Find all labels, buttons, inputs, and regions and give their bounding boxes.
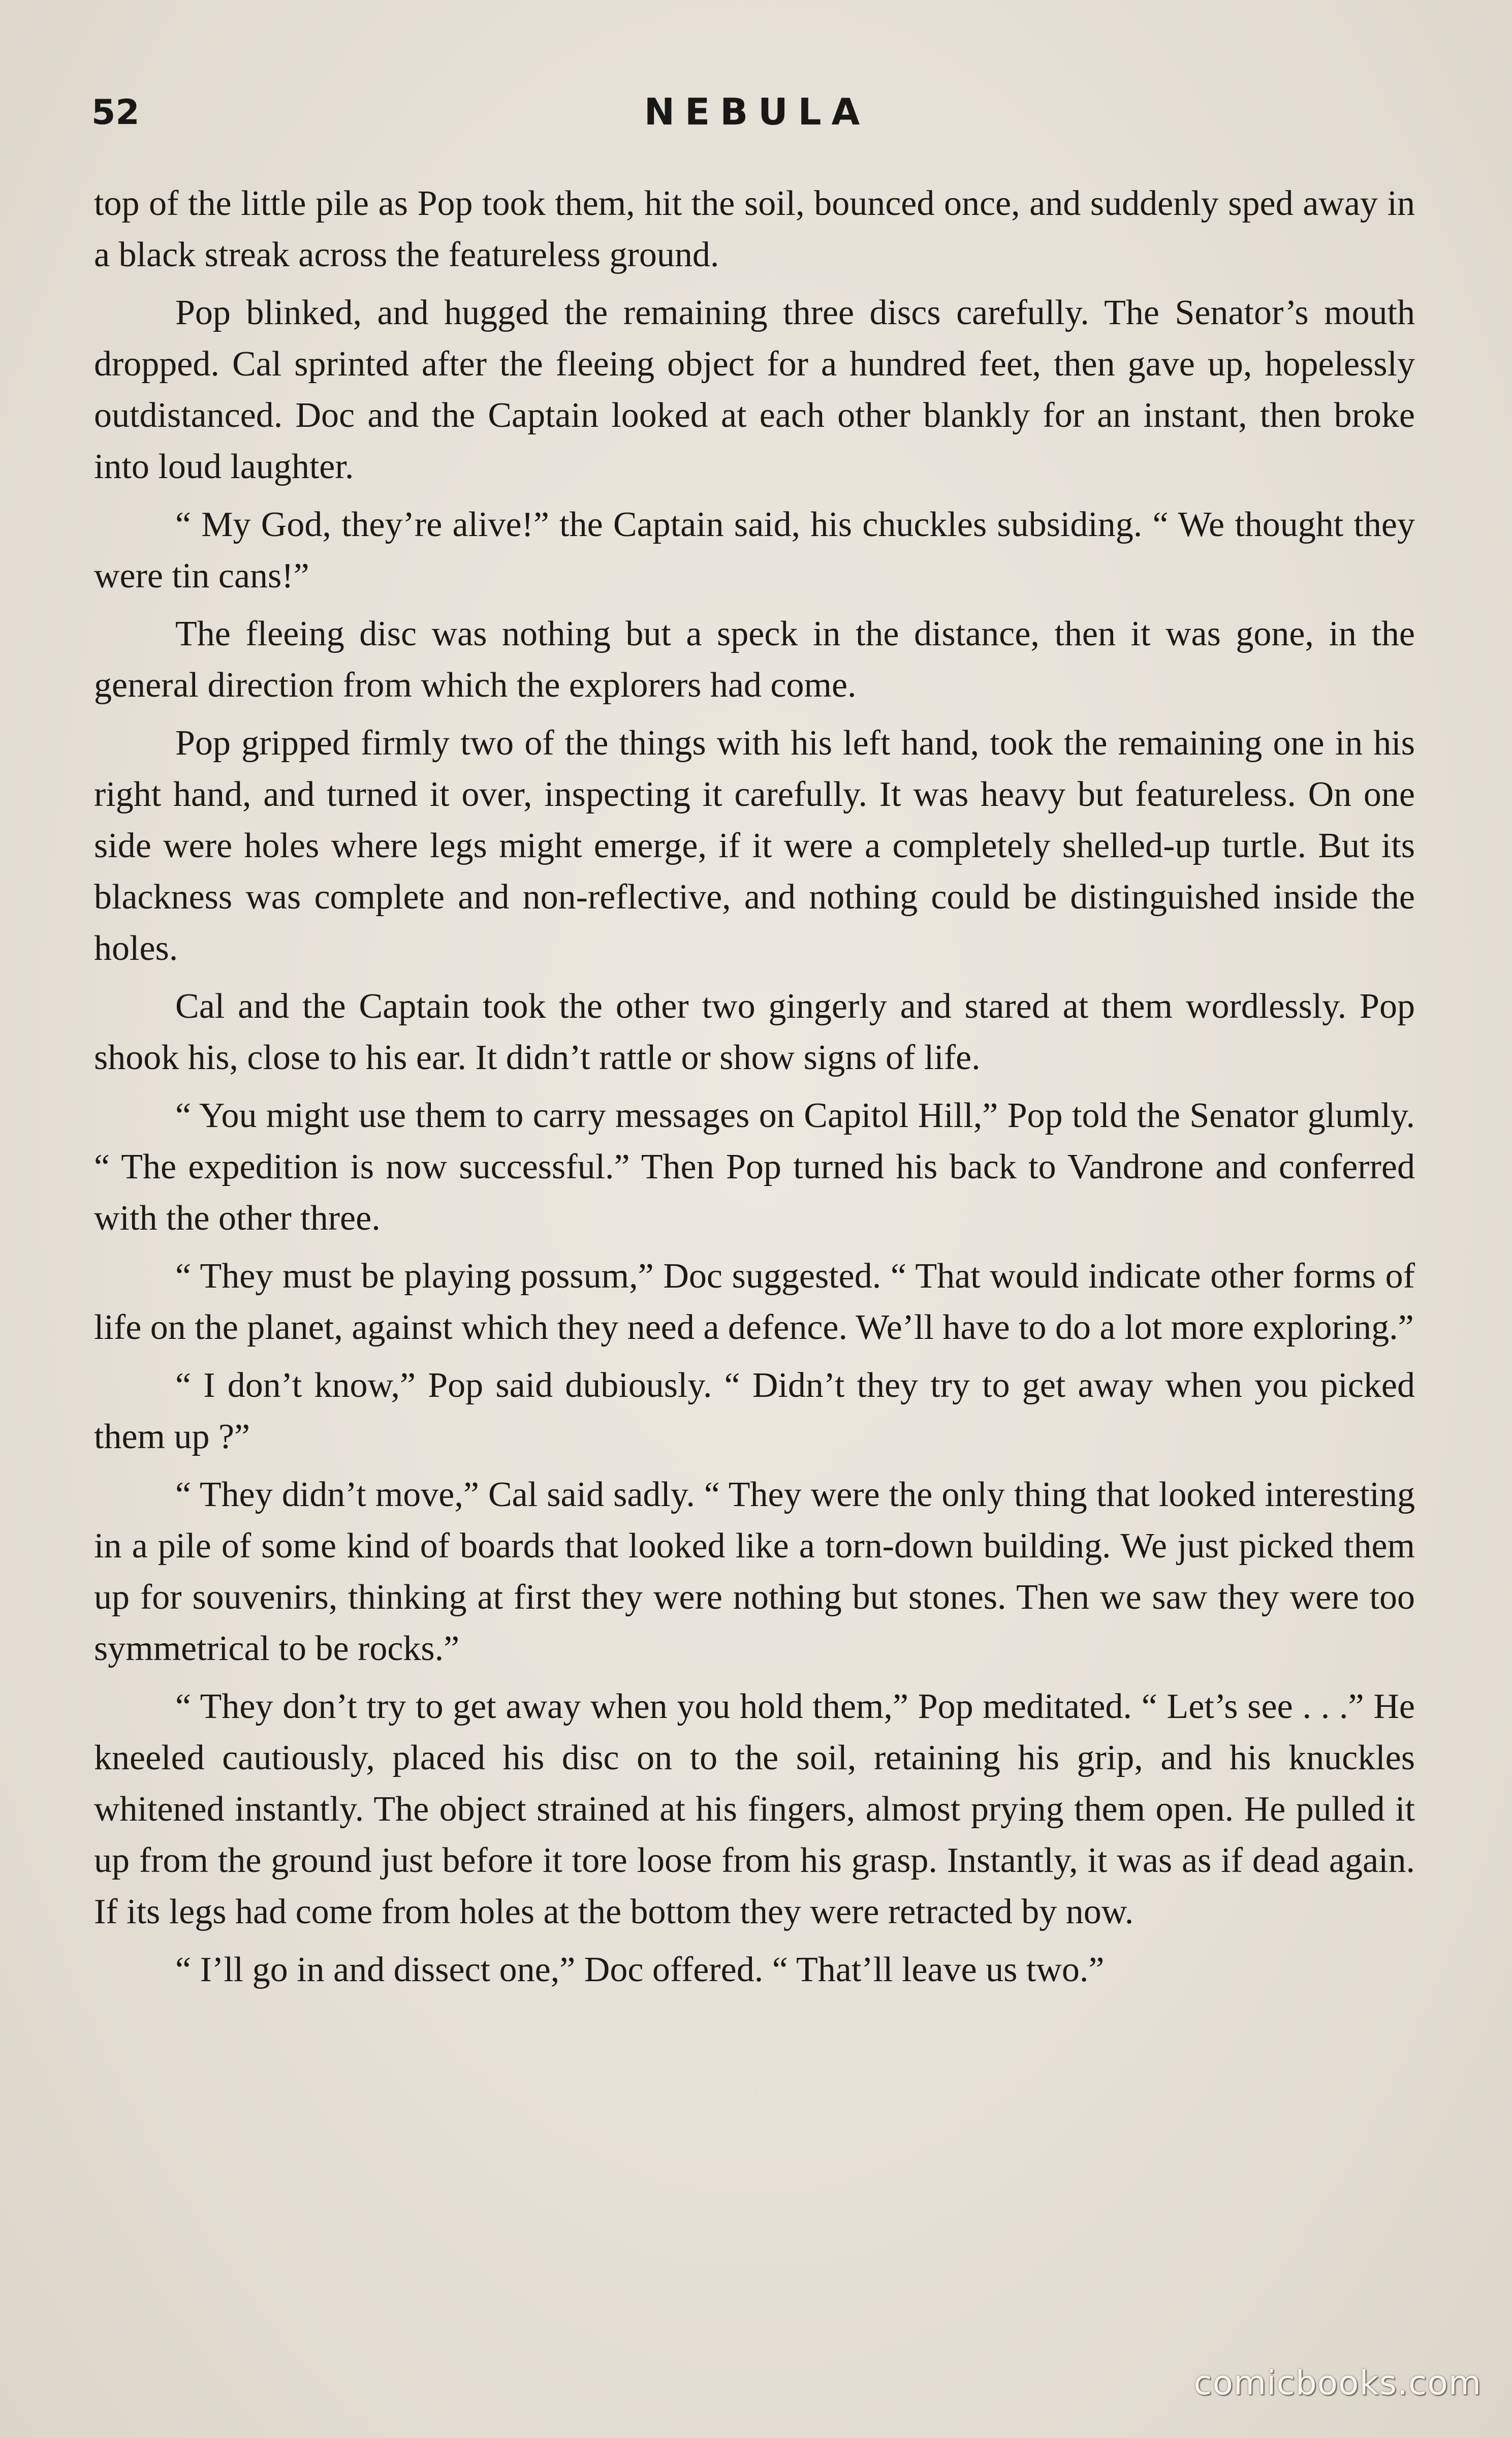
- running-title: NEBULA: [644, 90, 870, 133]
- paragraph: The fleeing disc was nothing but a speck in the distance, then it was gone, in the general direction from which the explorers had come.: [94, 614, 1415, 705]
- paragraph: “ I’ll go in and dissect one,” Doc offered. “ That’ll leave us two.”: [175, 1950, 1105, 1989]
- paragraph: “ My God, they’re alive!” the Captain said, his chuckles subsiding. “ We thought they were tin cans!”: [94, 505, 1415, 596]
- paragraph: “ You might use them to carry messages on Capitol Hill,” Pop told the Senator glumly. “ The expedition is now successful.” Then Pop turned his back to Vandrone and conferred with the other three.: [94, 1096, 1415, 1238]
- paragraph: Cal and the Captain took the other two gingerly and stared at them wordlessly. Pop shook his, close to his ear. It didn’t rattle or show signs of life.: [94, 987, 1415, 1077]
- paragraph: “ They don’t try to get away when you hold them,” Pop meditated. “ Let’s see . . .” He kneeled cautiously, placed his disc on to the soil, retaining his grip, and his knuckles whitened instantly. The object strained at his fingers, almost prying them open. He pulled it up from the ground just before it tore loose from his grasp. Instantly, it was as if dead again. If its legs had come from holes at the bottom they were retracted by now.: [94, 1687, 1415, 1931]
- page-number: 52: [91, 92, 140, 133]
- paragraph: Pop gripped firmly two of the things with his left hand, took the remaining one in his right hand, and turned it over, inspecting it carefully. It was heavy but featureless. On one side were holes where legs might emerge, if it were a completely shelled-up turtle. But its blackness was complete and non-reflective, and nothing could be distinguished inside the holes.: [94, 724, 1415, 968]
- paragraph: “ They didn’t move,” Cal said sadly. “ They were the only thing that looked interesting in a pile of some kind of boards that looked like a torn-down building. We just picked them up for souvenirs, thinking at first they were nothing but stones. Then we saw they were too symmetrical to be rocks.”: [94, 1475, 1415, 1668]
- paragraph: Pop blinked, and hugged the remaining three discs carefully. The Senator’s mouth dropped. Cal sprinted after the fleeing object for a hundred feet, then gave up, hopelessly outdistanced. Doc and the Captain looked at each other blankly for an instant, then broke into loud laughter.: [94, 293, 1415, 486]
- paragraph: top of the little pile as Pop took them, hit the soil, bounced once, and suddenly sped away in a black streak across the featureless ground.: [94, 184, 1415, 274]
- paragraph: “ I don’t know,” Pop said dubiously. “ Didn’t they try to get away when you picked them up ?”: [94, 1366, 1415, 1456]
- watermark: comicbooks.com: [1193, 2363, 1482, 2402]
- body-text: [94, 178, 1415, 2002]
- page-header: [86, 86, 1428, 142]
- paragraph: “ They must be playing possum,” Doc suggested. “ That would indicate other forms of life on the planet, against which they need a defence. We’ll have to do a lot more exploring.”: [94, 1257, 1415, 1347]
